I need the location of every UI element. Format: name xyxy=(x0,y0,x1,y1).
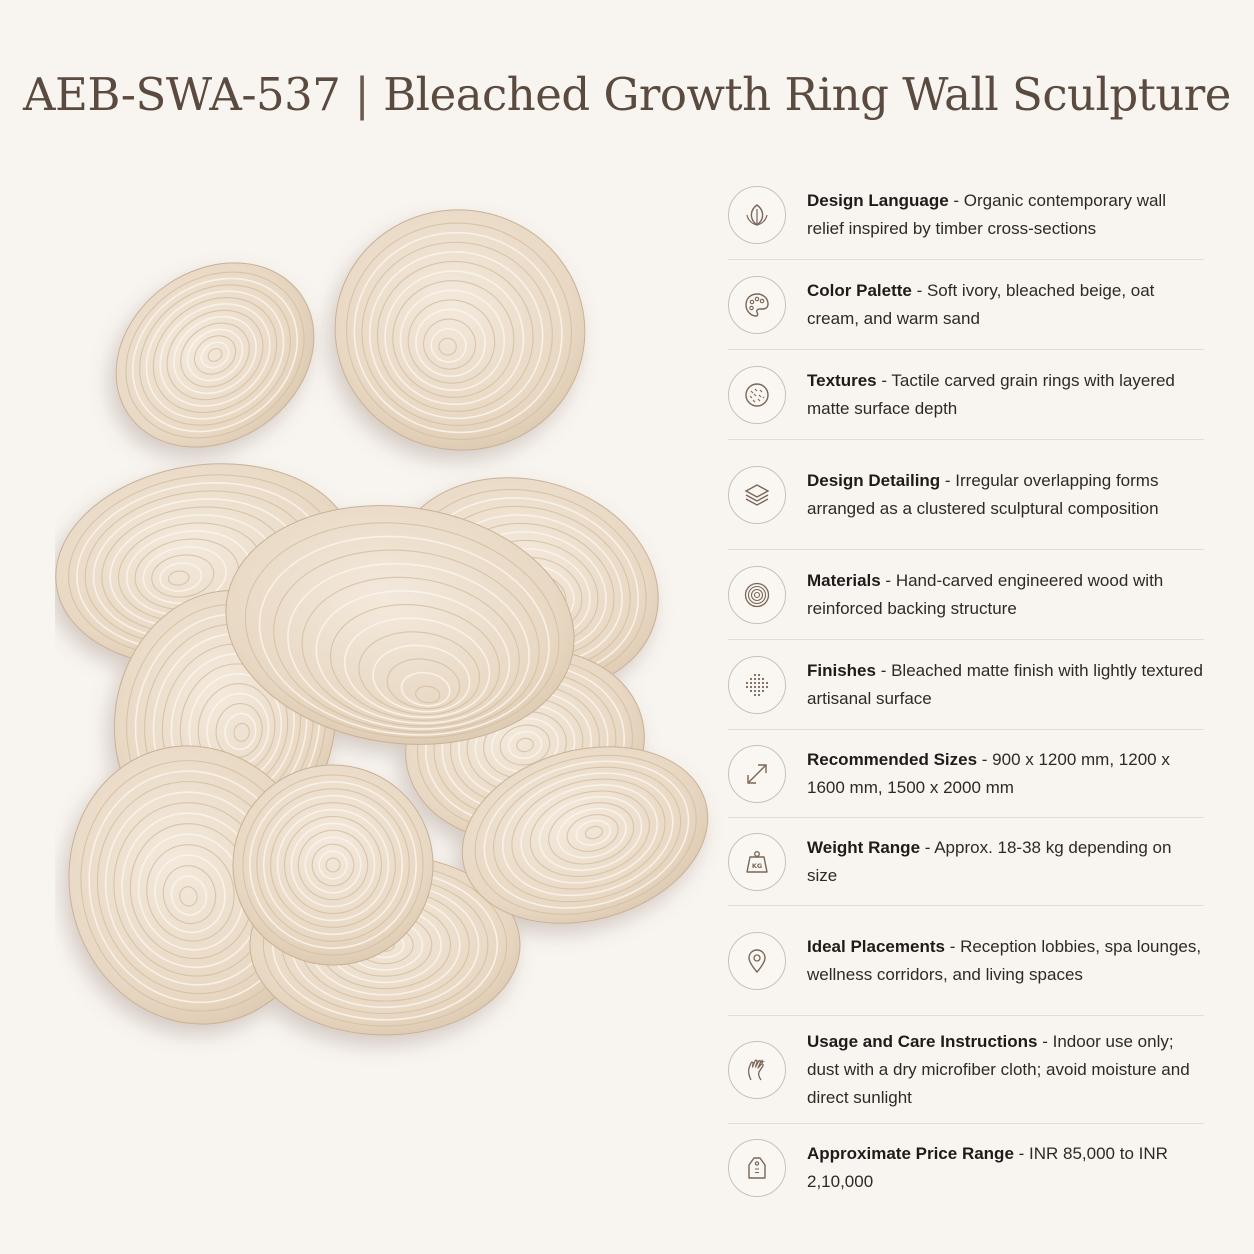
title-separator: | xyxy=(354,68,370,121)
location-pin-icon xyxy=(728,932,786,990)
spec-row xyxy=(728,818,1204,906)
product-name: Bleached Growth Ring Wall Sculpture xyxy=(383,68,1231,121)
spec-value: Irregular overlapping forms arranged as a clustered sculptural composition xyxy=(807,470,1159,518)
spec-value: Indoor use only; dust with a dry microfiber cloth; avoid moisture and direct sunlight xyxy=(807,1031,1190,1107)
spec-text xyxy=(807,467,1204,523)
spec-label: Finishes xyxy=(807,660,876,680)
spec-label: Materials xyxy=(807,570,881,590)
product-sku: AEB-SWA-537 xyxy=(23,68,341,121)
spec-row xyxy=(728,170,1204,260)
spec-text xyxy=(807,746,1204,802)
spec-value: Organic contemporary wall relief inspired by timber cross-sections xyxy=(807,190,1166,238)
spec-row xyxy=(728,906,1204,1016)
spec-label: Textures xyxy=(807,370,877,390)
spec-value: 900 x 1200 mm, 1200 x 1600 mm, 1500 x 2000 mm xyxy=(807,749,1170,797)
spec-label: Usage and Care Instructions xyxy=(807,1031,1038,1051)
wood-rings-icon xyxy=(728,566,786,624)
spec-dash: - xyxy=(880,570,896,590)
spec-label: Ideal Placements xyxy=(807,936,945,956)
resize-arrows-icon xyxy=(728,745,786,803)
spec-text xyxy=(807,567,1204,623)
spec-label: Approximate Price Range xyxy=(807,1144,1014,1163)
spec-label: Weight Range xyxy=(807,837,921,857)
layers-icon xyxy=(728,466,786,524)
spec-dash: - xyxy=(875,660,892,680)
spec-row xyxy=(728,730,1204,818)
spec-dash: - xyxy=(876,370,892,390)
spec-text xyxy=(807,1140,1204,1196)
spec-text xyxy=(807,657,1204,713)
spec-row xyxy=(728,640,1204,730)
spec-label: Recommended Sizes xyxy=(807,749,978,769)
spec-dash: - xyxy=(920,837,935,857)
spec-text xyxy=(807,367,1204,423)
spec-dash: - xyxy=(944,936,961,956)
spec-row xyxy=(728,440,1204,550)
spec-row xyxy=(728,350,1204,440)
spec-row xyxy=(728,1124,1204,1212)
spec-dash: - xyxy=(1037,1031,1053,1051)
spec-dash: - xyxy=(1013,1144,1030,1163)
dots-finish-icon xyxy=(728,656,786,714)
spec-value: INR 85,000 to INR 2,10,000 xyxy=(807,1144,1168,1191)
spec-list xyxy=(728,170,1204,1212)
svg-text:KG: KG xyxy=(751,861,763,870)
product-image xyxy=(55,185,735,1115)
price-tag-icon xyxy=(728,1139,786,1197)
spec-row xyxy=(728,550,1204,640)
spec-row xyxy=(728,260,1204,350)
texture-icon xyxy=(728,366,786,424)
spec-text xyxy=(807,1028,1204,1112)
spec-text xyxy=(807,834,1204,890)
sculpture-illustration xyxy=(55,185,735,1115)
leaf-icon xyxy=(728,186,786,244)
spec-value: Hand-carved engineered wood with reinforced backing structure xyxy=(807,570,1164,618)
spec-row xyxy=(728,1016,1204,1124)
spec-text xyxy=(807,933,1204,989)
palette-icon xyxy=(728,276,786,334)
spec-label: Color Palette xyxy=(807,280,912,300)
spec-dash: - xyxy=(911,280,927,300)
spec-value: Soft ivory, bleached beige, oat cream, and warm sand xyxy=(807,280,1155,328)
spec-dash: - xyxy=(940,470,956,490)
page-title xyxy=(0,68,1254,121)
spec-dash: - xyxy=(948,190,964,210)
spec-label: Design Language xyxy=(807,190,949,210)
spec-value: Tactile carved grain rings with layered matte surface depth xyxy=(807,370,1175,418)
spec-value: Reception lobbies, spa lounges, wellness corridors, and living spaces xyxy=(807,936,1202,984)
spec-value: Bleached matte finish with lightly textured artisanal surface xyxy=(807,660,1203,708)
spec-label: Design Detailing xyxy=(807,470,941,490)
spec-text xyxy=(807,277,1204,333)
weight-kg-icon xyxy=(728,833,786,891)
wood-disc xyxy=(80,225,350,485)
hand-care-icon xyxy=(728,1041,786,1099)
spec-dash: - xyxy=(977,749,993,769)
spec-text xyxy=(807,187,1204,243)
wood-disc xyxy=(316,190,604,470)
spec-value: Approx. 18-38 kg depending on size xyxy=(807,837,1172,885)
